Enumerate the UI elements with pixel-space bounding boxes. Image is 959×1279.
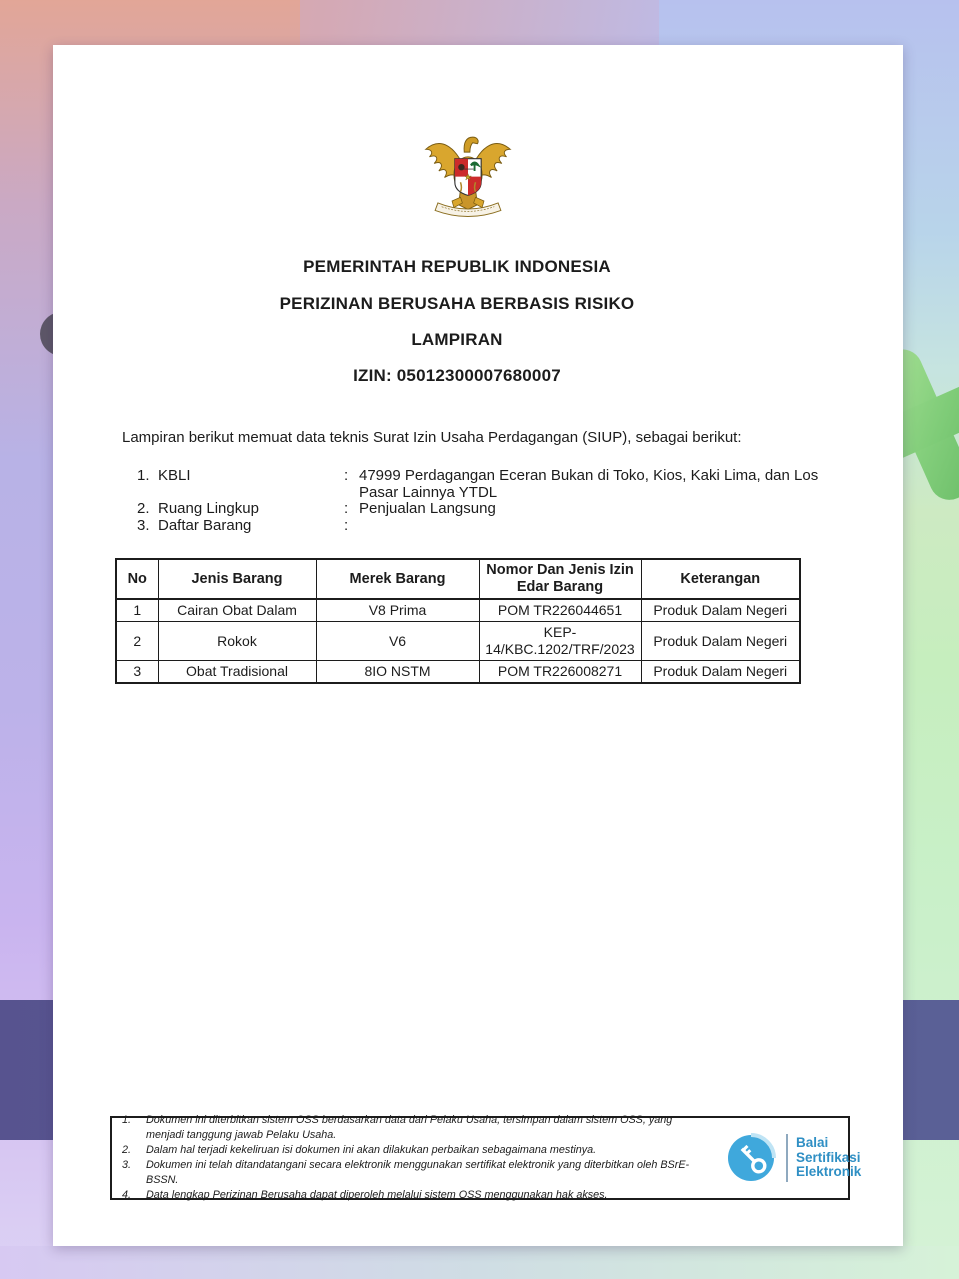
- cell-jenis: Obat Tradisional: [158, 661, 316, 684]
- detail-value: [359, 518, 843, 535]
- footer-note: [122, 1188, 712, 1203]
- col-header-keterangan: Keterangan: [641, 559, 800, 599]
- detail-row-daftar-barang: [137, 518, 867, 535]
- detail-number: 1.: [137, 467, 150, 484]
- detail-label: KBLI: [158, 467, 191, 484]
- footer-note: [122, 1143, 712, 1158]
- key-icon: [726, 1133, 776, 1183]
- detail-number: 3.: [137, 516, 150, 534]
- detail-separator: :: [344, 516, 349, 534]
- detail-value: 47999 Perdagangan Eceran Bukan di Toko, Kios, Kaki Lima, dan Los Pasar Lainnya YTDL: [359, 467, 819, 501]
- logo-wordmark: [796, 1136, 861, 1180]
- cell-nomor-izin: POM TR226008271: [479, 661, 641, 684]
- cell-keterangan: Produk Dalam Negeri: [641, 622, 800, 661]
- col-header-no: No: [116, 559, 158, 599]
- cell-nomor-izin: KEP-14/KBC.1202/TRF/2023: [479, 622, 641, 661]
- detail-separator: :: [344, 467, 349, 484]
- detail-value: Penjualan Langsung: [359, 500, 496, 517]
- cell-merek: 8IO NSTM: [316, 661, 479, 684]
- details-list: [137, 468, 867, 534]
- footer-note: [122, 1158, 712, 1188]
- title-government: PEMERINTAH REPUBLIK INDONESIA: [303, 257, 611, 276]
- goods-table: [115, 558, 801, 684]
- detail-label: Ruang Lingkup: [158, 500, 259, 517]
- cell-no: 1: [116, 599, 158, 622]
- cell-jenis: Cairan Obat Dalam: [158, 599, 316, 622]
- col-header-merek: Merek Barang: [316, 559, 479, 599]
- intro-paragraph: Lampiran berikut memuat data teknis Surat Izin Usaha Perdagangan (SIUP), sebagai berikut:: [122, 429, 742, 446]
- logo-divider: [786, 1134, 788, 1182]
- table-row: [116, 599, 800, 622]
- note-text: Data lengkap Perizinan Berusaha dapat diperoleh melalui sistem OSS menggunakan hak akses.: [146, 1189, 608, 1201]
- cell-merek: V6: [316, 622, 479, 661]
- logo-line-2: Sertifikasi: [796, 1149, 861, 1165]
- detail-row-kbli: [137, 468, 867, 501]
- garuda-pancasila-emblem: [421, 118, 515, 222]
- cell-keterangan: Produk Dalam Negeri: [641, 599, 800, 622]
- detail-row-ruang-lingkup: [137, 501, 867, 518]
- logo-line-1: Balai: [796, 1135, 829, 1151]
- cell-keterangan: Produk Dalam Negeri: [641, 661, 800, 684]
- detail-separator: :: [344, 500, 349, 517]
- note-number: 2.: [122, 1144, 132, 1156]
- title-izin-number: IZIN: 05012300007680007: [353, 366, 561, 385]
- bsre-logo: [726, 1133, 861, 1183]
- footer-note: [122, 1113, 712, 1143]
- table-header-row: [116, 559, 800, 599]
- col-header-nomor-izin: Nomor Dan Jenis Izin Edar Barang: [479, 559, 641, 599]
- title-program: PERIZINAN BERUSAHA BERBASIS RISIKO: [279, 294, 635, 313]
- cell-merek: V8 Prima: [316, 599, 479, 622]
- note-text: Dalam hal terjadi kekeliruan isi dokumen ini akan dilakukan perbaikan sebagaimana mestinya.: [146, 1144, 597, 1156]
- background-bottom-strip: [0, 1246, 959, 1279]
- table-row: [116, 661, 800, 684]
- logo-line-3: Elektronik: [796, 1164, 862, 1180]
- cell-no: 3: [116, 661, 158, 684]
- cell-jenis: Rokok: [158, 622, 316, 661]
- footer-notes-list: [122, 1113, 712, 1203]
- note-number: 1.: [122, 1114, 132, 1126]
- table-row: [116, 622, 800, 661]
- note-text: Dokumen ini telah ditandatangani secara elektronik menggunakan sertifikat elektronik yang diterbitkan oleh BSrE-BSSN.: [146, 1159, 690, 1186]
- detail-number: 2.: [137, 500, 150, 517]
- cell-nomor-izin: POM TR226044651: [479, 599, 641, 622]
- detail-label: Daftar Barang: [158, 516, 252, 534]
- title-lampiran: LAMPIRAN: [411, 330, 503, 349]
- note-number: 4.: [122, 1189, 132, 1201]
- note-text: Dokumen ini diterbitkan sistem OSS berdasarkan data dari Pelaku Usaha, tersimpan dalam sistem OSS, yang menjadi tanggung jawab Pelaku Usaha.: [146, 1114, 673, 1141]
- col-header-jenis: Jenis Barang: [158, 559, 316, 599]
- note-number: 3.: [122, 1159, 132, 1171]
- cell-no: 2: [116, 622, 158, 661]
- footer-notes-box: [110, 1114, 862, 1201]
- document-page: [53, 45, 903, 1246]
